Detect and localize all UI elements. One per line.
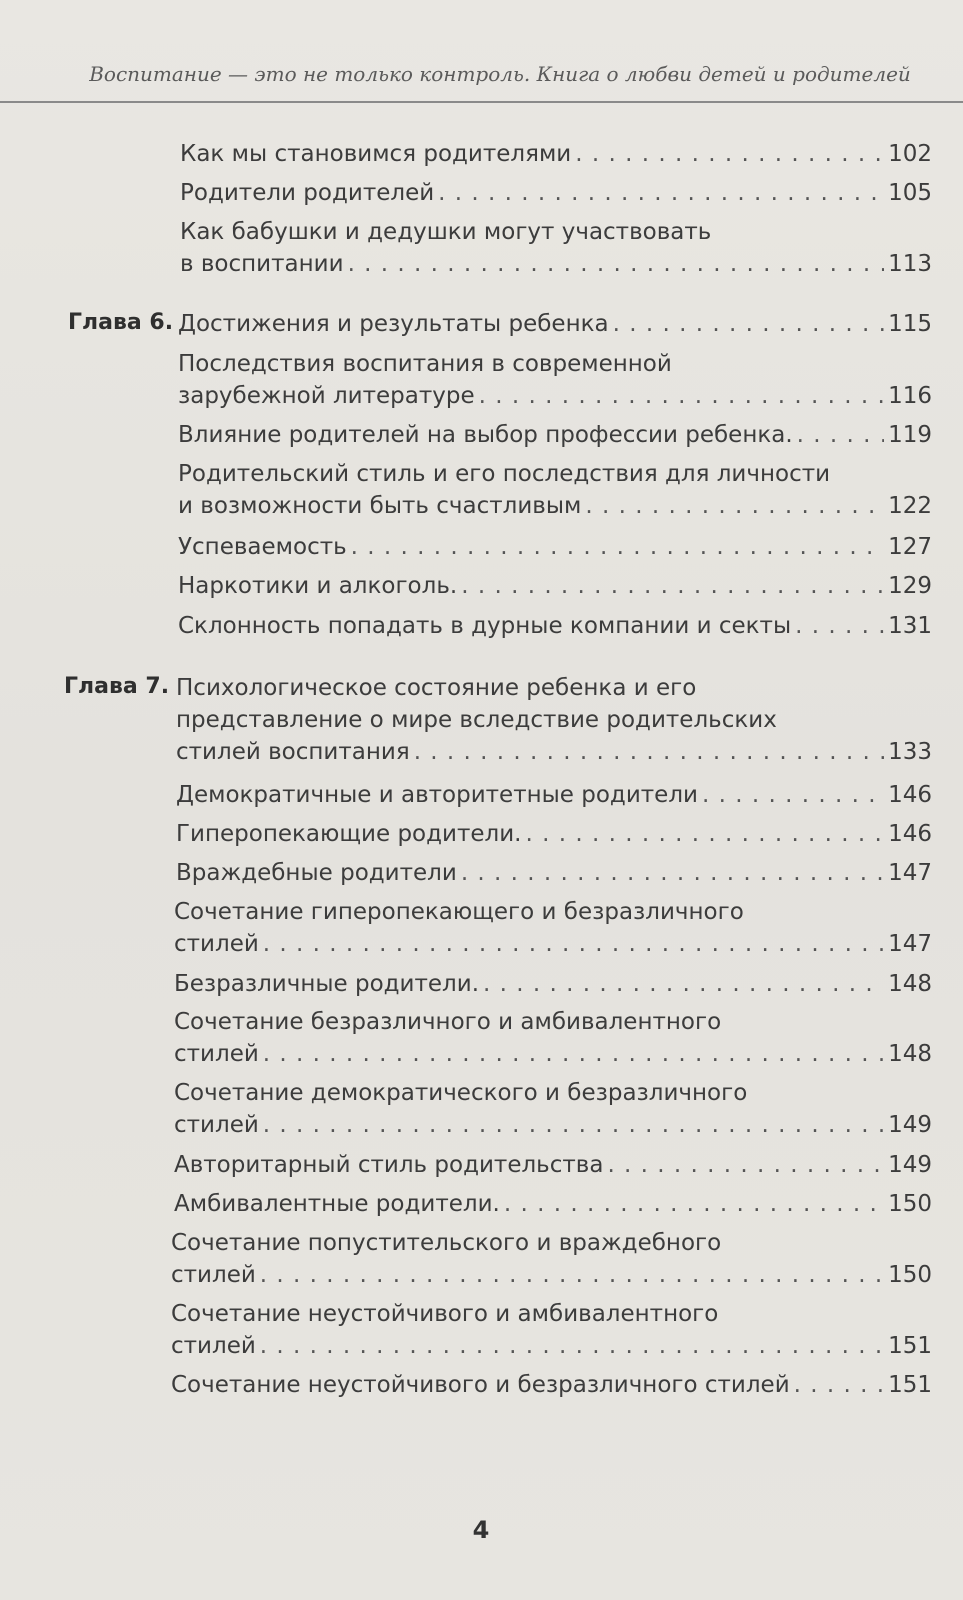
dot-leader: [461, 570, 884, 602]
toc-entry-line: Психологическое состояние ребенка и его: [176, 675, 697, 701]
toc-page-number: 131: [888, 613, 932, 639]
toc-page-number: 146: [888, 782, 932, 808]
toc-page-number: 150: [888, 1262, 932, 1288]
toc-entry-title: Демократичные и авторитетные родители: [176, 782, 698, 808]
dot-leader: [702, 779, 884, 811]
dot-leader: [575, 138, 884, 170]
toc-entry-title: Сочетание неустойчивого и безразличного стилей: [171, 1372, 790, 1398]
toc-entry: [174, 928, 932, 960]
dot-leader: [795, 610, 884, 642]
toc-entry: [178, 531, 932, 563]
toc-entry-line: Родительский стиль и его последствия для личности: [178, 461, 831, 487]
dot-leader: [351, 531, 884, 563]
toc-entry-title: Влияние родителей на выбор профессии ребенка.: [178, 422, 793, 448]
dot-leader: [263, 1038, 884, 1070]
toc-entry: [180, 248, 932, 280]
dot-leader: [348, 248, 885, 280]
toc-entry: [174, 1188, 932, 1220]
toc-page-number: 105: [888, 180, 932, 206]
toc-page-number: 151: [888, 1333, 932, 1359]
dot-leader: [414, 736, 884, 768]
toc-entry-title: стилей: [171, 1333, 256, 1359]
toc-entry-title: Амбивалентные родители.: [174, 1191, 500, 1217]
toc-entry-title: Гиперопекающие родители.: [176, 821, 522, 847]
toc-page-number: 149: [888, 1112, 932, 1138]
dot-leader: [438, 177, 884, 209]
dot-leader: [797, 419, 884, 451]
dot-leader: [525, 818, 884, 850]
dot-leader: [613, 308, 884, 340]
toc-entry-title: в воспитании: [180, 251, 344, 277]
toc-entry: [178, 490, 932, 522]
toc-page-number: 151: [888, 1372, 932, 1398]
toc-entry-title: Успеваемость: [178, 534, 347, 560]
toc-entry: [178, 419, 932, 451]
toc-page-number: 113: [888, 251, 932, 277]
toc-entry: [180, 138, 932, 170]
toc-entry: [178, 610, 932, 642]
toc-page-number: 148: [888, 1041, 932, 1067]
toc-entry-title: Авторитарный стиль родительства: [174, 1152, 604, 1178]
toc-page-number: 149: [888, 1152, 932, 1178]
toc-entry-title: стилей: [174, 1041, 259, 1067]
toc-entry-title: Безразличные родители.: [174, 971, 480, 997]
dot-leader: [585, 490, 884, 522]
toc-entry-line: Сочетание попустительского и враждебного: [171, 1230, 722, 1256]
dot-leader: [479, 380, 884, 412]
toc-entry-title: стилей воспитания: [176, 739, 410, 765]
toc-page-number: 147: [888, 931, 932, 957]
toc-entry: [180, 177, 932, 209]
toc-entry-line: Последствия воспитания в современной: [178, 351, 672, 377]
toc-entry-title: Как мы становимся родителями: [180, 141, 572, 167]
chapter-label: Глава 7.: [64, 674, 170, 699]
toc-entry-title: зарубежной литературе: [178, 383, 475, 409]
dot-leader: [263, 928, 884, 960]
toc-page-number: 147: [888, 860, 932, 886]
toc-entry: [176, 779, 932, 811]
running-head: Воспитание — это не только контроль. Книга о любви детей и родителей: [89, 62, 911, 86]
dot-leader: [260, 1259, 884, 1291]
toc-entry: [178, 380, 932, 412]
toc-entry: [178, 308, 932, 340]
dot-leader: [461, 857, 884, 889]
toc-entry: [176, 736, 932, 768]
toc-entry: [174, 1109, 932, 1141]
toc-entry-line: представление о мире вследствие родительских: [176, 707, 777, 733]
toc-entry-title: Склонность попадать в дурные компании и секты: [178, 613, 792, 639]
toc-page-number: 146: [888, 821, 932, 847]
toc-entry: [171, 1369, 932, 1401]
toc-entry: [176, 818, 932, 850]
dot-leader: [260, 1330, 884, 1362]
toc-entry-title: Наркотики и алкоголь.: [178, 573, 458, 599]
toc-page-number: 150: [888, 1191, 932, 1217]
toc-entry: [174, 1149, 932, 1181]
toc-entry-line: Сочетание неустойчивого и амбивалентного: [171, 1301, 719, 1327]
chapter-label: Глава 6.: [68, 310, 174, 335]
dot-leader: [483, 968, 884, 1000]
toc-entry-title: Родители родителей: [180, 180, 435, 206]
toc-page-number: 115: [888, 311, 932, 337]
dot-leader: [504, 1188, 884, 1220]
toc-entry: [171, 1330, 932, 1362]
toc-page-number: 148: [888, 971, 932, 997]
page-number: 4: [472, 1516, 490, 1544]
toc-entry-title: Враждебные родители: [176, 860, 457, 886]
toc-entry-title: стилей: [171, 1262, 256, 1288]
toc-page-number: 102: [888, 141, 932, 167]
toc-entry: [174, 1038, 932, 1070]
dot-leader: [263, 1109, 884, 1141]
toc-entry: [178, 570, 932, 602]
toc-entry-line: Сочетание демократического и безразличного: [174, 1080, 748, 1106]
toc-page-number: 116: [888, 383, 932, 409]
toc-entry-title: и возможности быть счастливым: [178, 493, 582, 519]
toc-entry-line: Как бабушки и дедушки могут участвовать: [180, 219, 712, 245]
toc-entry-title: стилей: [174, 1112, 259, 1138]
toc-entry-title: стилей: [174, 931, 259, 957]
toc-page-number: 119: [888, 422, 932, 448]
toc-entry: [174, 968, 932, 1000]
toc-entry: [171, 1259, 932, 1291]
toc-page-number: 122: [888, 493, 932, 519]
dot-leader: [794, 1369, 884, 1401]
toc-entry-line: Сочетание гиперопекающего и безразличного: [174, 899, 744, 925]
dot-leader: [607, 1149, 884, 1181]
toc-entry-line: Сочетание безразличного и амбивалентного: [174, 1009, 722, 1035]
toc-page-number: 133: [888, 739, 932, 765]
toc-page-number: 127: [888, 534, 932, 560]
toc-entry-title: Достижения и результаты ребенка: [178, 311, 609, 337]
toc-entry: [176, 857, 932, 889]
toc-page-number: 129: [888, 573, 932, 599]
